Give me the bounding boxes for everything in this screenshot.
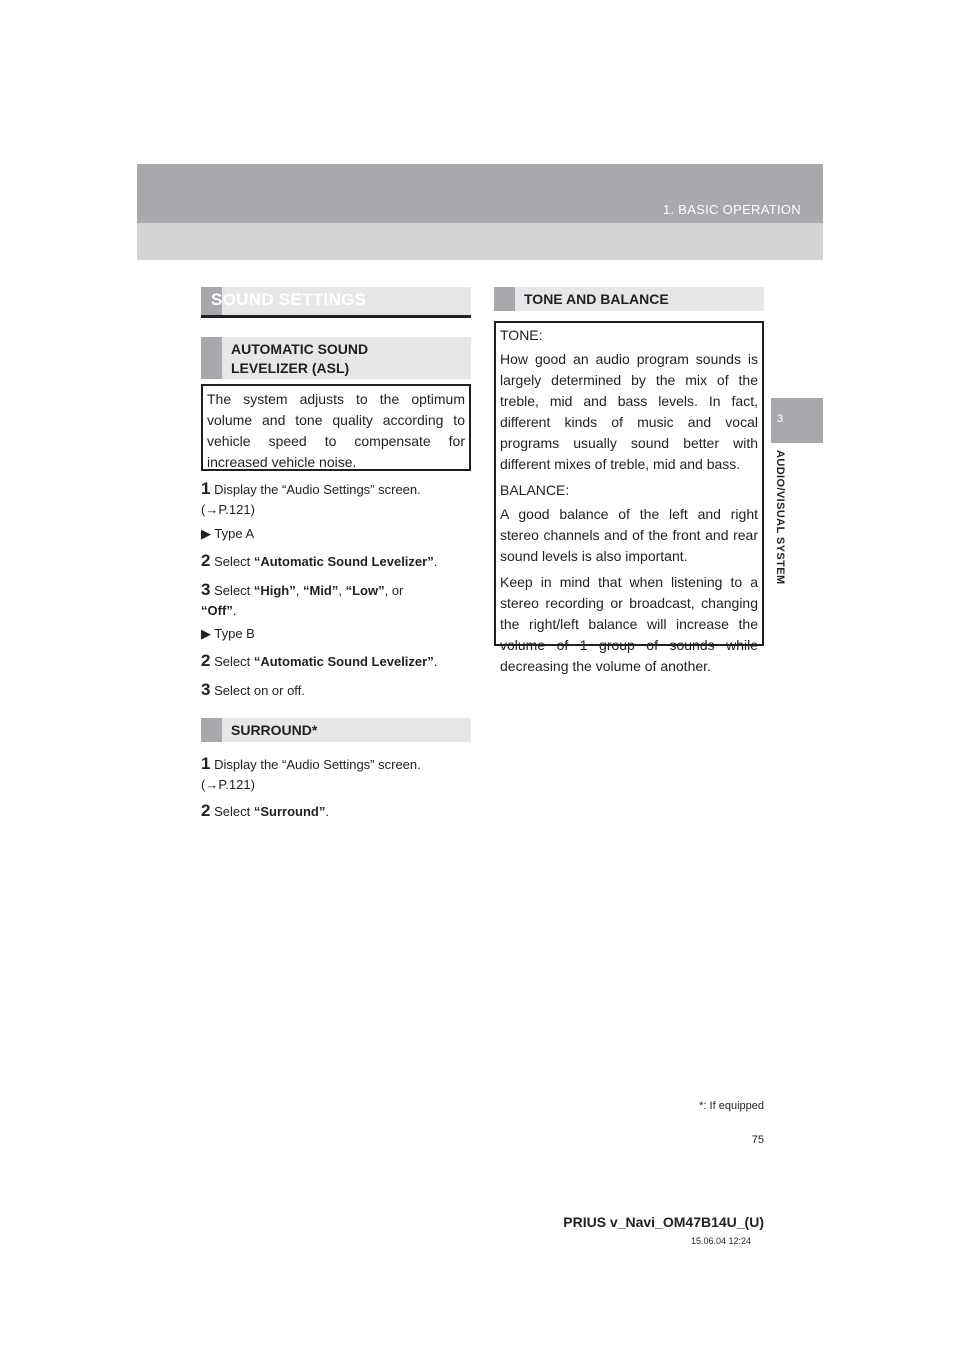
step-option: “Automatic Sound Levelizer” <box>253 554 434 569</box>
type-b-step-3 <box>201 680 471 701</box>
step-text: Display the “Audio Settings” screen. <box>214 482 421 497</box>
chapter-tab <box>771 398 823 443</box>
section-title: 1. BASIC OPERATION <box>662 202 801 217</box>
tone-balance-heading-text: TONE AND BALANCE <box>524 291 669 307</box>
asl-heading-line1: AUTOMATIC SOUND <box>231 341 369 357</box>
step-text-pre: Select <box>214 554 254 569</box>
type-a-step-3: 3 Select “High”, “Mid”, “Low”, or “Off”. <box>201 580 404 618</box>
asl-heading-text <box>231 340 368 378</box>
tone-text: How good an audio program sounds is largely determined by the mix of the treble, mid and bass levels. In fact, different kinds of music and vocal programs usually sound better with different mixes of treble, mid and bass. <box>500 351 758 472</box>
step-or: or <box>391 583 404 598</box>
balance-text-2: Keep in mind that when listening to a stereo recording or broadcast, changing the right/left balance will increase the volume of 1 group of sounds while decreasing the volume of another. <box>500 574 758 674</box>
type-a-text: Type A <box>214 526 255 541</box>
step-number: 1 <box>201 479 211 498</box>
heading-accent <box>494 287 515 311</box>
heading-accent <box>201 337 222 379</box>
type-b-step-2 <box>201 651 471 672</box>
triangle-bullet-icon: ▶ <box>201 626 211 641</box>
asl-description: The system adjusts to the optimum volume and tone quality according to vehicle speed to compensate for increased vehicle noise. <box>207 391 465 470</box>
step-text-post: . <box>433 554 438 569</box>
asl-description-box <box>201 384 471 471</box>
sound-settings-heading <box>201 287 471 318</box>
asl-heading-line2: LEVELIZER (ASL) <box>231 360 350 376</box>
sound-settings-title: SOUND SETTINGS <box>211 290 367 309</box>
heading-accent <box>201 718 222 742</box>
step-number: 2 <box>201 551 211 570</box>
step-text-pre: Select <box>214 804 254 819</box>
tone-label: TONE: <box>500 327 543 343</box>
type-b-text: Type B <box>214 626 255 641</box>
step-number: 3 <box>201 580 211 599</box>
type-b-label <box>201 624 255 644</box>
type-a-step-2 <box>201 551 471 572</box>
step-option: “Surround” <box>253 804 326 819</box>
document-id: PRIUS v_Navi_OM47B14U_(U) <box>563 1214 764 1230</box>
asl-step-1 <box>201 479 471 520</box>
surround-step-1 <box>201 754 471 795</box>
page-number: 75 <box>751 1134 764 1146</box>
option-low: “Low” <box>345 583 385 598</box>
triangle-bullet-icon: ▶ <box>201 526 211 541</box>
step-number: 2 <box>201 651 211 670</box>
step-option: “Automatic Sound Levelizer” <box>253 654 434 669</box>
document-date: 15.06.04 12:24 <box>690 1236 751 1246</box>
type-a-label <box>201 524 254 544</box>
option-mid: “Mid” <box>302 583 339 598</box>
asl-heading <box>201 337 471 379</box>
footnote: *: If equipped <box>699 1100 764 1112</box>
surround-heading-text: SURROUND* <box>231 722 318 738</box>
step-number: 3 <box>201 680 211 699</box>
step-text-pre: Select <box>214 583 254 598</box>
step-text-pre: Select <box>214 654 254 669</box>
balance-text-1: A good balance of the left and right stereo channels and of the front and rear sound levels is also important. <box>500 506 758 564</box>
balance-label: BALANCE: <box>500 482 570 498</box>
step-text-post: . <box>433 654 438 669</box>
step-text: Select on or off. <box>214 683 305 698</box>
tone-balance-heading <box>494 287 764 311</box>
header-band <box>137 164 823 223</box>
surround-step-2 <box>201 801 471 822</box>
surround-heading <box>201 718 471 742</box>
step-number: 1 <box>201 754 211 773</box>
step-text-post: . <box>325 804 329 819</box>
header-subband <box>137 223 823 260</box>
option-off: “Off” <box>201 603 233 618</box>
option-high: “High” <box>253 583 296 598</box>
tone-balance-box <box>494 321 764 674</box>
page-reference: (→P.121) <box>201 777 255 792</box>
step-number: 2 <box>201 801 211 820</box>
page-reference: (→P.121) <box>201 502 255 517</box>
chapter-number: 3 <box>777 413 784 425</box>
step-text: Display the “Audio Settings” screen. <box>214 757 421 772</box>
chapter-label: AUDIO/VISUAL SYSTEM <box>774 450 786 585</box>
